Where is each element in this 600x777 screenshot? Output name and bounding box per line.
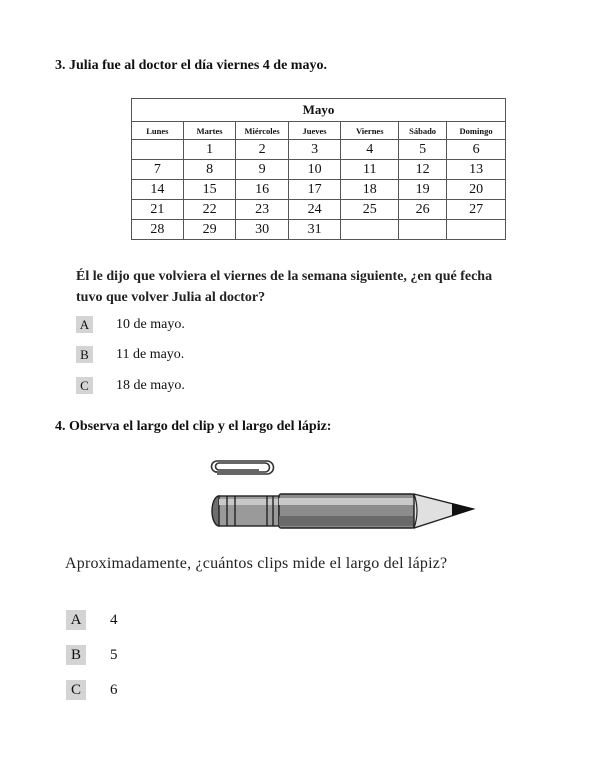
option-text: 10 de mayo. (116, 316, 185, 332)
day-header: Martes (183, 122, 236, 140)
day-cell: 8 (183, 160, 236, 180)
day-cell: 22 (183, 200, 236, 220)
day-header: Sábado (399, 122, 447, 140)
option-letter: C (66, 680, 86, 700)
day-cell: 4 (341, 140, 399, 160)
day-cell: 26 (399, 200, 447, 220)
clip-and-pencil-drawing (205, 458, 490, 538)
option-text: 5 (110, 646, 118, 663)
day-cell: 30 (236, 220, 288, 240)
q3-option-a[interactable] (76, 316, 185, 333)
day-cell: 20 (447, 180, 506, 200)
day-cell: 11 (341, 160, 399, 180)
day-cell: 9 (236, 160, 288, 180)
day-cell: 29 (183, 220, 236, 240)
day-cell: 25 (341, 200, 399, 220)
day-cell: 2 (236, 140, 288, 160)
day-cell (447, 220, 506, 240)
option-letter: C (76, 377, 93, 394)
day-cell: 21 (132, 200, 184, 220)
question-3-prompt (76, 266, 492, 308)
day-header: Miércoles (236, 122, 288, 140)
clip-and-pencil-illustration (205, 458, 490, 538)
day-cell: 16 (236, 180, 288, 200)
question-3-prompt-line-1: Él le dijo que volviera el viernes de la semana siguiente, ¿en qué fecha (76, 269, 493, 284)
day-cell: 24 (288, 200, 341, 220)
day-cell (132, 140, 184, 160)
day-header: Jueves (288, 122, 341, 140)
day-header: Domingo (447, 122, 506, 140)
day-header: Viernes (341, 122, 399, 140)
calendar-month: Mayo (132, 99, 506, 122)
option-text: 4 (110, 611, 118, 628)
option-text: 11 de mayo. (116, 346, 185, 362)
day-cell: 7 (132, 160, 184, 180)
day-cell: 14 (132, 180, 184, 200)
q4-option-b[interactable] (66, 645, 118, 665)
option-letter: B (76, 346, 93, 363)
option-text: 6 (110, 681, 118, 698)
day-header: Lunes (132, 122, 184, 140)
day-cell: 31 (288, 220, 341, 240)
day-cell (341, 220, 399, 240)
q4-option-c[interactable] (66, 680, 118, 700)
day-cell: 13 (447, 160, 506, 180)
may-calendar (131, 98, 506, 240)
day-cell: 19 (399, 180, 447, 200)
day-cell: 5 (399, 140, 447, 160)
day-cell: 17 (288, 180, 341, 200)
day-cell: 27 (447, 200, 506, 220)
paper-clip-icon (212, 461, 274, 474)
day-cell: 28 (132, 220, 184, 240)
question-3-title: 3. Julia fue al doctor el día viernes 4 de mayo. (55, 58, 327, 73)
pencil-icon (212, 494, 475, 528)
q4-option-a[interactable] (66, 610, 118, 630)
day-cell: 12 (399, 160, 447, 180)
day-cell: 10 (288, 160, 341, 180)
question-4-prompt: Aproximadamente, ¿cuántos clips mide el largo del lápiz? (65, 555, 448, 572)
day-cell: 1 (183, 140, 236, 160)
q3-option-b[interactable] (76, 346, 184, 363)
option-letter: A (76, 316, 93, 333)
day-cell: 18 (341, 180, 399, 200)
question-4-title: 4. Observa el largo del clip y el largo del lápiz: (55, 419, 332, 434)
question-3-prompt-line-2: tuvo que volver Julia al doctor? (76, 290, 266, 305)
option-text: 18 de mayo. (116, 377, 185, 393)
option-letter: A (66, 610, 86, 630)
day-cell: 6 (447, 140, 506, 160)
option-letter: B (66, 645, 86, 665)
day-cell (399, 220, 447, 240)
day-cell: 23 (236, 200, 288, 220)
q3-option-c[interactable] (76, 377, 185, 394)
day-cell: 15 (183, 180, 236, 200)
day-cell: 3 (288, 140, 341, 160)
